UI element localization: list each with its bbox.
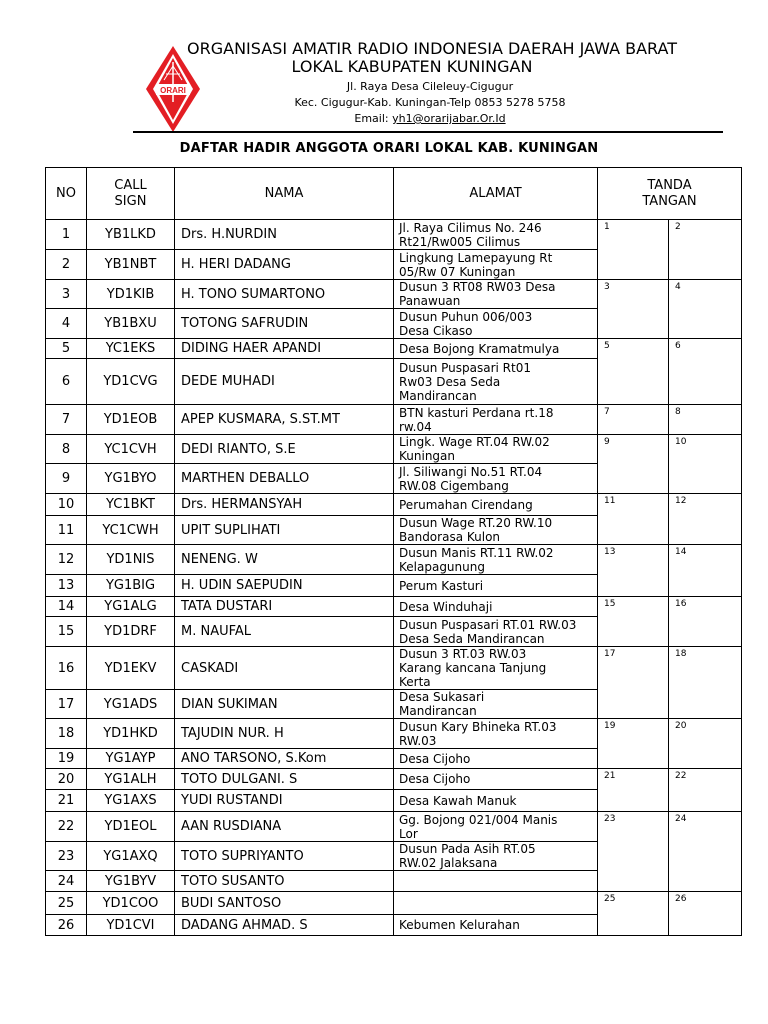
- address-line2: Kec. Cigugur-Kab. Kuningan-Telp 0853 5278 5758: [294, 96, 566, 109]
- email-link[interactable]: yh1@orarijabar.Or.Id: [392, 112, 506, 125]
- signature-cell[interactable]: 2: [669, 220, 742, 280]
- row-number: 21: [46, 790, 87, 812]
- member-address: [394, 617, 598, 647]
- table-row: [46, 597, 742, 617]
- row-number: 24: [46, 871, 87, 892]
- member-address: [394, 359, 598, 405]
- call-sign: YC1BKT: [87, 494, 175, 516]
- address-line: Kuningan: [399, 449, 455, 463]
- row-number: 23: [46, 842, 87, 871]
- address-line: Dusun Pada Asih RT.05: [399, 842, 536, 856]
- member-name: MARTHEN DEBALLO: [175, 464, 394, 494]
- call-sign: YG1AXS: [87, 790, 175, 812]
- table-row: [46, 339, 742, 359]
- address-line: Rw03 Desa Seda: [399, 374, 501, 389]
- member-name: CASKADI: [175, 647, 394, 690]
- member-name: AAN RUSDIANA: [175, 812, 394, 842]
- address-line: Lingkung Lamepayung Rt: [399, 250, 553, 265]
- call-sign: YD1HKD: [87, 719, 175, 749]
- call-sign: YG1ADS: [87, 690, 175, 719]
- col-header-alamat: ALAMAT: [394, 168, 598, 220]
- row-number: 17: [46, 690, 87, 719]
- member-name: TOTO SUPRIYANTO: [175, 842, 394, 871]
- row-number: 6: [46, 359, 87, 405]
- table-row: [46, 435, 742, 464]
- member-address: [394, 790, 598, 812]
- row-number: 4: [46, 309, 87, 339]
- row-number: 20: [46, 769, 87, 790]
- call-sign: YD1NIS: [87, 545, 175, 575]
- member-name: DEDE MUHADI: [175, 359, 394, 405]
- table-row: [46, 280, 742, 309]
- signature-cell[interactable]: 24: [669, 812, 742, 892]
- signature-cell[interactable]: 3: [598, 280, 669, 339]
- address-line: Desa Cijoho: [399, 772, 471, 786]
- col-header-call-sign: [87, 168, 175, 220]
- address-line: Kebumen Kelurahan: [399, 918, 520, 932]
- member-address: [394, 435, 598, 464]
- address-line: Mandirancan: [399, 704, 477, 718]
- row-number: 26: [46, 915, 87, 936]
- call-sign: YG1BYO: [87, 464, 175, 494]
- member-address: [394, 494, 598, 516]
- member-name: DADANG AHMAD. S: [175, 915, 394, 936]
- address-line: rw.04: [399, 419, 432, 434]
- address-line: Desa Bojong Kramatmulya: [399, 341, 560, 356]
- address-line: Perumahan Cirendang: [399, 497, 533, 512]
- address-line: Dusun Manis RT.11 RW.02: [399, 545, 554, 560]
- call-sign: YG1AYP: [87, 749, 175, 769]
- org-name-line1: ORGANISASI AMATIR RADIO INDONESIA DAERAH JAWA BARAT: [187, 39, 677, 58]
- row-number: 3: [46, 280, 87, 309]
- member-name: DEDI RIANTO, S.E: [175, 435, 394, 464]
- member-address: [394, 769, 598, 790]
- table-row: [46, 647, 742, 690]
- row-number: 15: [46, 617, 87, 647]
- address-line: Desa Cikaso: [399, 323, 473, 338]
- table-row: [46, 769, 742, 790]
- member-address: [394, 597, 598, 617]
- address-line: RW.08 Cigembang: [399, 478, 509, 493]
- col-header-nama: NAMA: [175, 168, 394, 220]
- row-number: 13: [46, 575, 87, 597]
- member-name: TOTO DULGANI. S: [175, 769, 394, 790]
- address-line: Panawuan: [399, 294, 461, 308]
- member-address: [394, 575, 598, 597]
- call-sign: YD1KIB: [87, 280, 175, 309]
- address-line: Desa Winduhaji: [399, 599, 493, 614]
- header-row: [46, 168, 742, 220]
- address-line: Karang kancana Tanjung: [399, 661, 547, 675]
- signature-cell[interactable]: 23: [598, 812, 669, 892]
- call-sign: YC1EKS: [87, 339, 175, 359]
- row-number: 18: [46, 719, 87, 749]
- signature-cell[interactable]: 14: [669, 545, 742, 597]
- member-name: M. NAUFAL: [175, 617, 394, 647]
- table-row: [46, 494, 742, 516]
- signature-cell[interactable]: 4: [669, 280, 742, 339]
- address-line: Dusun Puspasari RT.01 RW.03: [399, 617, 577, 632]
- signature-cell[interactable]: 10: [669, 435, 742, 494]
- member-address: [394, 516, 598, 545]
- member-address: [394, 220, 598, 250]
- address-line: Bandorasa Kulon: [399, 530, 501, 544]
- header-divider: [133, 131, 723, 133]
- member-address: [394, 690, 598, 719]
- address-line: Jl. Raya Cilimus No. 246: [399, 220, 542, 235]
- call-sign: YD1EOL: [87, 812, 175, 842]
- call-sign: YG1ALG: [87, 597, 175, 617]
- address-line: Dusun Kary Bhineka RT.03: [399, 719, 557, 734]
- table-row: [46, 220, 742, 250]
- address-line: Kelapagunung: [399, 559, 485, 574]
- address-line: Dusun 3 RT08 RW03 Desa: [399, 280, 556, 294]
- call-sign: YB1LKD: [87, 220, 175, 250]
- col-header-sign: SIGN: [114, 193, 147, 209]
- call-sign: YB1BXU: [87, 309, 175, 339]
- row-number: 11: [46, 516, 87, 545]
- member-name: TOTONG SAFRUDIN: [175, 309, 394, 339]
- address-line: Dusun Wage RT.20 RW.10: [399, 516, 553, 530]
- email-label: Email:: [354, 112, 393, 125]
- member-name: UPIT SUPLIHATI: [175, 516, 394, 545]
- member-address: [394, 339, 598, 359]
- signature-cell[interactable]: 18: [669, 647, 742, 719]
- signature-cell[interactable]: 5: [598, 339, 669, 405]
- address-line: RW.02 Jalaksana: [399, 856, 498, 870]
- signature-cell[interactable]: 13: [598, 545, 669, 597]
- call-sign: YD1DRF: [87, 617, 175, 647]
- address-line: Dusun 3 RT.03 RW.03: [399, 647, 527, 661]
- address-line: Desa Seda Mandirancan: [399, 631, 545, 646]
- member-name: ANO TARSONO, S.Kom: [175, 749, 394, 769]
- signature-cell[interactable]: 25: [598, 892, 669, 936]
- call-sign: YG1AXQ: [87, 842, 175, 871]
- signature-cell[interactable]: 1: [598, 220, 669, 280]
- table-row: [46, 545, 742, 575]
- address-line: Rt21/Rw005 Cilimus: [399, 234, 521, 249]
- row-number: 12: [46, 545, 87, 575]
- call-sign: YG1ALH: [87, 769, 175, 790]
- row-number: 14: [46, 597, 87, 617]
- table-row: [46, 812, 742, 842]
- member-address: [394, 749, 598, 769]
- member-name: APEP KUSMARA, S.ST.MT: [175, 405, 394, 435]
- signature-cell[interactable]: 12: [669, 494, 742, 545]
- address-line: Desa Kawah Manuk: [399, 793, 517, 808]
- signature-cell[interactable]: 7: [598, 405, 669, 435]
- document-title: DAFTAR HADIR ANGGOTA ORARI LOKAL KAB. KUNINGAN: [179, 141, 599, 156]
- signature-cell[interactable]: 26: [669, 892, 742, 936]
- col-header-tanda-tangan: [598, 168, 742, 220]
- call-sign: YD1COO: [87, 892, 175, 915]
- member-name: NENENG. W: [175, 545, 394, 575]
- address-line: Jl. Siliwangi No.51 RT.04: [399, 464, 543, 479]
- address-line: Desa Sukasari: [399, 690, 485, 704]
- signature-cell[interactable]: 21: [598, 769, 669, 812]
- call-sign: YG1BYV: [87, 871, 175, 892]
- member-name: H. HERI DADANG: [175, 250, 394, 280]
- col-header-no: NO: [46, 168, 87, 220]
- row-number: 22: [46, 812, 87, 842]
- signature-cell[interactable]: 8: [669, 405, 742, 435]
- member-address: [394, 915, 598, 936]
- signature-cell[interactable]: 16: [669, 597, 742, 647]
- call-sign: YC1CVH: [87, 435, 175, 464]
- member-name: Drs. HERMANSYAH: [175, 494, 394, 516]
- member-address: [394, 842, 598, 871]
- col-header-call: CALL: [114, 177, 147, 193]
- row-number: 7: [46, 405, 87, 435]
- member-name: TATA DUSTARI: [175, 597, 394, 617]
- member-address: [394, 309, 598, 339]
- member-address: [394, 280, 598, 309]
- member-name: Drs. H.NURDIN: [175, 220, 394, 250]
- call-sign: YG1BIG: [87, 575, 175, 597]
- row-number: 16: [46, 647, 87, 690]
- signature-cell[interactable]: 9: [598, 435, 669, 494]
- signature-cell[interactable]: 22: [669, 769, 742, 812]
- member-address: [394, 545, 598, 575]
- row-number: 10: [46, 494, 87, 516]
- member-name: H. UDIN SAEPUDIN: [175, 575, 394, 597]
- address-line: Desa Cijoho: [399, 751, 471, 766]
- row-number: 1: [46, 220, 87, 250]
- member-name: DIDING HAER APANDI: [175, 339, 394, 359]
- member-address: [394, 464, 598, 494]
- email-line: [46, 112, 768, 125]
- call-sign: YD1CVG: [87, 359, 175, 405]
- signature-cell[interactable]: 6: [669, 339, 742, 405]
- attendance-table: [45, 167, 742, 936]
- call-sign: YD1EOB: [87, 405, 175, 435]
- member-name: TOTO SUSANTO: [175, 871, 394, 892]
- member-name: TAJUDIN NUR. H: [175, 719, 394, 749]
- signature-cell[interactable]: 19: [598, 719, 669, 769]
- call-sign: YD1EKV: [87, 647, 175, 690]
- member-address: [394, 719, 598, 749]
- address-line: RW.03: [399, 733, 437, 748]
- member-address: [394, 647, 598, 690]
- table-row: [46, 719, 742, 749]
- member-address: [394, 871, 598, 892]
- address-line: Kerta: [399, 675, 431, 689]
- address-line: Lor: [399, 826, 418, 841]
- address-line: Lingk. Wage RT.04 RW.02: [399, 435, 550, 449]
- member-name: DIAN SUKIMAN: [175, 690, 394, 719]
- row-number: 19: [46, 749, 87, 769]
- member-name: BUDI SANTOSO: [175, 892, 394, 915]
- signature-cell[interactable]: 20: [669, 719, 742, 769]
- call-sign: YD1CVI: [87, 915, 175, 936]
- call-sign: YB1NBT: [87, 250, 175, 280]
- signature-cell[interactable]: 17: [598, 647, 669, 719]
- table-row: [46, 892, 742, 915]
- address-line1: Jl. Raya Desa Cileleuy-Cigugur: [346, 80, 514, 93]
- member-address: [394, 892, 598, 915]
- signature-cell[interactable]: 15: [598, 597, 669, 647]
- table-row: [46, 405, 742, 435]
- member-name: YUDI RUSTANDI: [175, 790, 394, 812]
- row-number: 8: [46, 435, 87, 464]
- row-number: 5: [46, 339, 87, 359]
- member-address: [394, 405, 598, 435]
- row-number: 2: [46, 250, 87, 280]
- address-line: 05/Rw 07 Kuningan: [399, 264, 516, 279]
- row-number: 25: [46, 892, 87, 915]
- row-number: 9: [46, 464, 87, 494]
- member-address: [394, 812, 598, 842]
- col-header-tangan: TANGAN: [642, 193, 697, 209]
- call-sign: YC1CWH: [87, 516, 175, 545]
- signature-cell[interactable]: 11: [598, 494, 669, 545]
- logo-text: ORARI: [160, 86, 186, 95]
- address-line: Perum Kasturi: [399, 578, 484, 593]
- member-address: [394, 250, 598, 280]
- member-name: H. TONO SUMARTONO: [175, 280, 394, 309]
- col-header-tanda: TANDA: [647, 177, 692, 193]
- address-line: Mandirancan: [399, 388, 477, 403]
- org-name-line2: LOKAL KABUPATEN KUNINGAN: [291, 57, 533, 76]
- address-line: Dusun Puspasari Rt01: [399, 360, 531, 375]
- address-line: Gg. Bojong 021/004 Manis: [399, 812, 558, 827]
- address-line: Dusun Puhun 006/003: [399, 309, 533, 324]
- address-line: BTN kasturi Perdana rt.18: [399, 405, 554, 420]
